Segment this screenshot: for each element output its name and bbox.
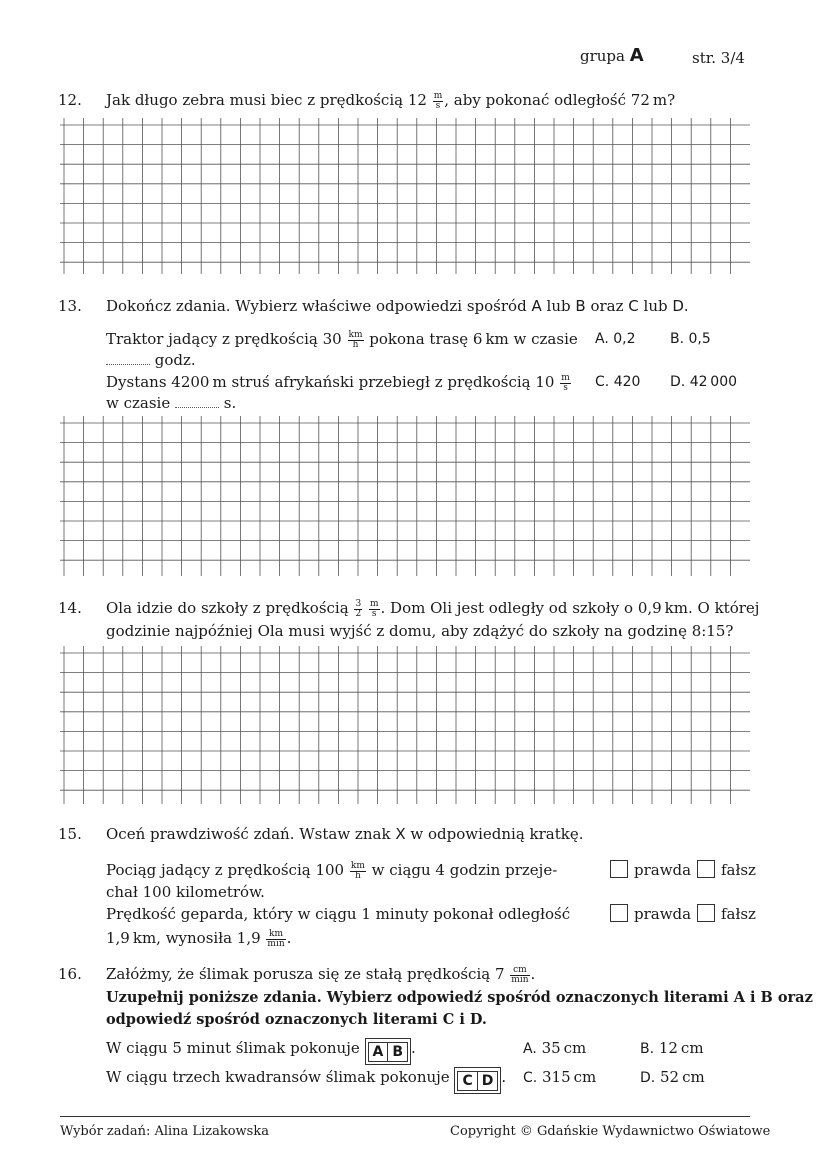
q16-number: 16. <box>58 965 82 983</box>
q13-number: 13. <box>58 297 82 315</box>
q16-instruction-2: odpowiedź spośród oznaczonych literami C i D. <box>106 1011 487 1028</box>
q16-option-c: C. 315 cm <box>523 1068 597 1086</box>
q14-line-2: godzinie najpóźniej Ola musi wyjść z domu, aby zdążyć do szkoły na godzinę 8:15? <box>106 622 734 640</box>
footer-author: Wybór zadań: Alina Lizakowska <box>60 1124 269 1139</box>
q15-s2-true-option[interactable]: prawda <box>610 904 691 924</box>
q13-sentence-1: Traktor jadący z prędkością 30 $\frac{km}{h}$ pokona trasę 6 km w czasie <box>106 329 578 350</box>
q13-sentence-1-end: godz. <box>106 350 196 370</box>
q15-s1-true-checkbox[interactable] <box>610 860 628 878</box>
q15-s2-true-checkbox[interactable] <box>610 904 628 922</box>
q12-text: Jak długo zebra musi biec z prędkością 12 $\frac{m}{s}$ , aby pokonać odległość 72 m? <box>106 90 676 111</box>
q14-answer-grid[interactable] <box>60 646 750 804</box>
q13-sentence-2-end: w czasie s. <box>106 394 237 412</box>
q16-option-a: A. 35 cm <box>523 1039 587 1057</box>
q13-answer-grid[interactable] <box>60 416 750 576</box>
q15-sentence-2-line-2: 1,9 km, wynosiła 1,9 $\frac{km}{\min}$ . <box>106 928 292 949</box>
q13-option-d: D. 42 000 <box>670 374 738 390</box>
q15-sentence-1-line-2: chał 100 kilometrów. <box>106 883 265 901</box>
q16-option-d: D. 52 cm <box>640 1068 705 1086</box>
q13-sentence-2: Dystans 4200 m struś afrykański przebiegł z prędkością 10 $\frac{m}{s}$ <box>106 372 570 393</box>
q13-option-c: C. 420 <box>595 374 641 390</box>
q16-sentence-1: W ciągu 5 minut ślimak pokonuje A B . <box>106 1038 416 1065</box>
q16-box-c[interactable]: C <box>457 1071 477 1091</box>
footer-copyright: Copyright © Gdańskie Wydawnictwo Oświatowe <box>450 1124 771 1139</box>
q13-blank-1[interactable] <box>106 352 150 365</box>
q15-s2-false-option[interactable]: fałsz <box>697 904 756 924</box>
q15-s1-false-option[interactable]: fałsz <box>697 860 756 880</box>
q16-box-b[interactable]: B <box>388 1042 408 1062</box>
q14-line-1: Ola idzie do szkoły z prędkością $\frac{3}{2}$ $\frac{m}{s}$ . Dom Oli jest odległy od szkoły o 0,9 km. O której <box>106 598 760 619</box>
q15-s1-false-checkbox[interactable] <box>697 860 715 878</box>
group-letter: A <box>629 45 644 66</box>
q13-option-b: B. 0,5 <box>670 331 711 347</box>
q16-intro: Załóżmy, że ślimak porusza się ze stałą prędkością 7 $\frac{cm}{\min}$ . <box>106 964 536 985</box>
q15-s1-true-option[interactable]: prawda <box>610 860 691 880</box>
q16-option-b: B. 12 cm <box>640 1039 704 1057</box>
q14-number: 14. <box>58 599 82 617</box>
q13-blank-2[interactable] <box>175 395 219 408</box>
q16-instruction-1: Uzupełnij poniższe zdania. Wybierz odpowiedź spośród oznaczonych literami A i B oraz <box>106 989 813 1006</box>
q16-box-d[interactable]: D <box>478 1071 499 1091</box>
q16-box-a[interactable]: A <box>368 1042 389 1062</box>
q15-s2-false-checkbox[interactable] <box>697 904 715 922</box>
footer-divider <box>60 1116 750 1117</box>
q16-sentence-2: W ciągu trzech kwadransów ślimak pokonuje C D . <box>106 1067 506 1094</box>
q15-intro: Oceń prawdziwość zdań. Wstaw znak X w odpowiednią kratkę. <box>106 825 584 843</box>
q15-number: 15. <box>58 825 82 843</box>
q15-sentence-1: Pociąg jadący z prędkością 100 $\frac{km}{h}$ w ciągu 4 godzin przeje- <box>106 860 558 881</box>
group-label: grupa A <box>580 45 644 66</box>
page-number: str. 3/4 <box>692 49 745 67</box>
q12-answer-grid[interactable] <box>60 118 750 274</box>
q13-option-a: A. 0,2 <box>595 331 636 347</box>
q15-sentence-2: Prędkość geparda, który w ciągu 1 minuty pokonał odległość <box>106 905 571 923</box>
q13-intro: Dokończ zdania. Wybierz właściwe odpowiedzi spośród A lub B oraz C lub D. <box>106 297 689 315</box>
q16-answer-box-cd[interactable] <box>454 1067 501 1094</box>
q12-number: 12. <box>58 91 82 109</box>
q16-answer-box-ab[interactable] <box>365 1038 412 1065</box>
